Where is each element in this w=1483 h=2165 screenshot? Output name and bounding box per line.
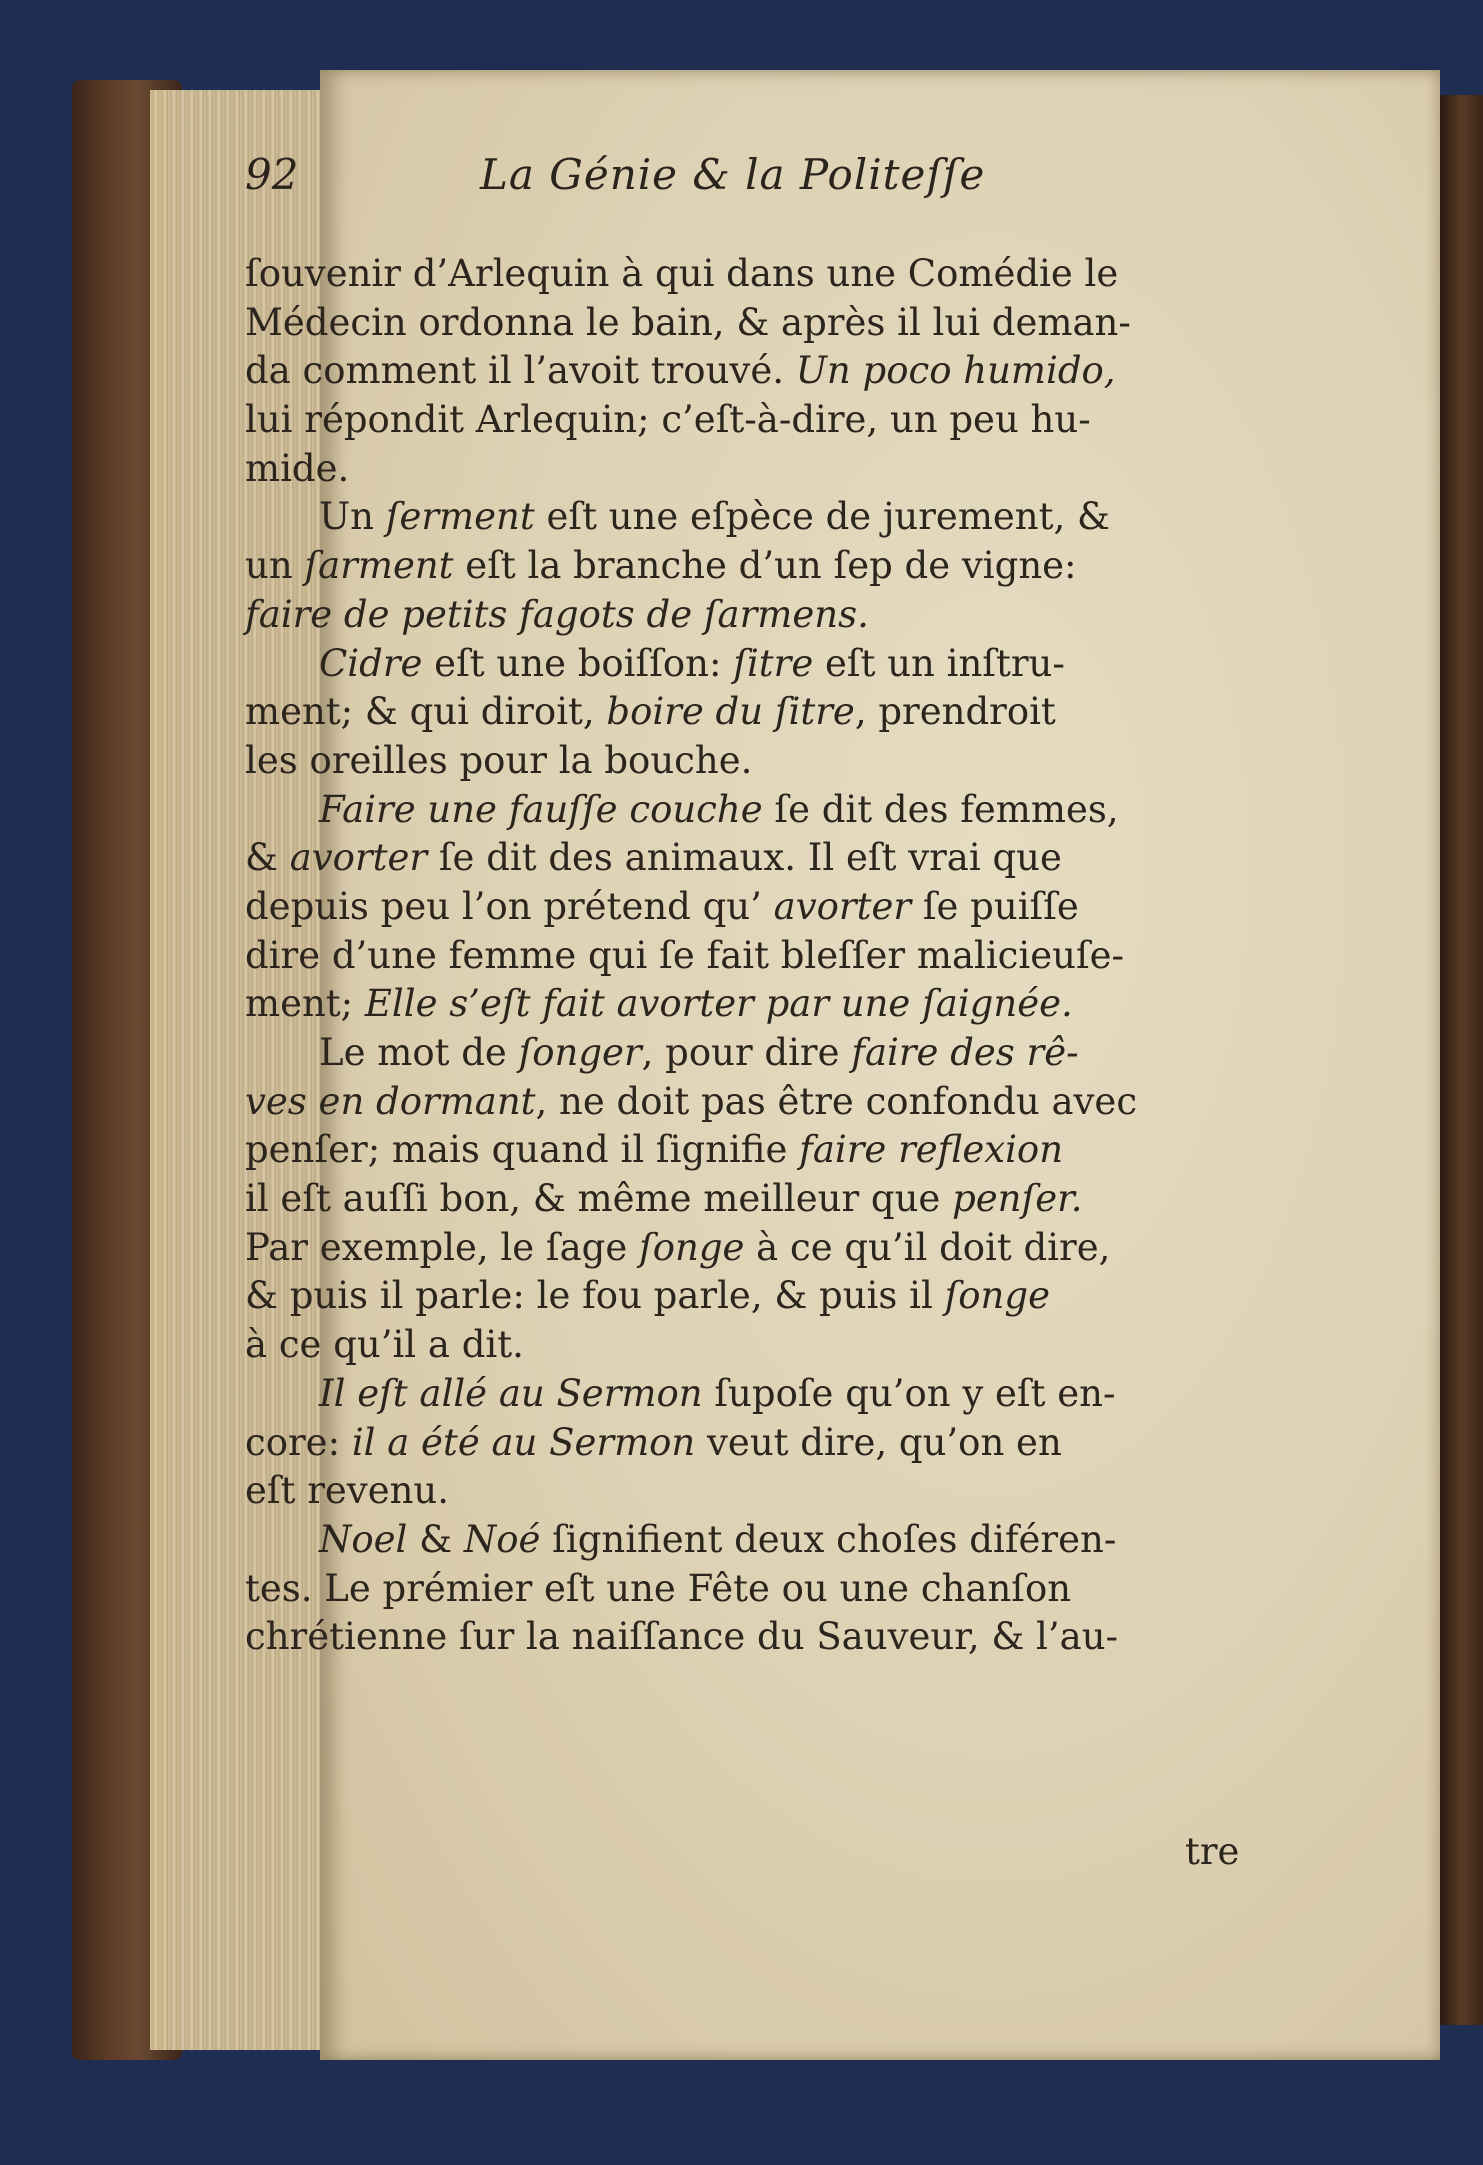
roman-text: & [245, 836, 290, 880]
text-line [245, 1126, 1245, 1175]
text-line [245, 640, 1245, 689]
text-line [245, 1272, 1245, 1321]
book-cover-right [1440, 95, 1483, 2025]
text-line [245, 493, 1245, 542]
italic-text: penſer. [952, 1177, 1083, 1221]
roman-text: , ne doit pas être confondu avec [535, 1079, 1138, 1123]
roman-text: core: [245, 1420, 352, 1464]
italic-text: ſonger [518, 1031, 642, 1074]
text-line [245, 445, 1245, 494]
roman-text: , prendroit [854, 690, 1056, 734]
text-line [245, 1419, 1245, 1468]
page-number: 92 [245, 150, 299, 199]
text-line [245, 980, 1245, 1029]
text-line [245, 347, 1245, 396]
text-line [245, 396, 1245, 445]
text-line [245, 1565, 1245, 1614]
roman-text: ment; [245, 982, 365, 1026]
italic-text: ſitre [733, 641, 814, 685]
italic-text: ſarment [304, 544, 454, 588]
text-line [245, 1029, 1245, 1078]
text-line [245, 786, 1245, 835]
italic-text: ves en dormant [245, 1079, 536, 1123]
roman-text: il eſt auſſi bon, & même meilleur que [245, 1177, 953, 1221]
italic-text: ſerment [385, 495, 535, 539]
text-line [245, 932, 1245, 981]
italic-text: ſonge [944, 1274, 1050, 1318]
text-line [245, 299, 1245, 348]
roman-text: ſe dit des animaux. Il eſt vrai que [427, 836, 1062, 880]
text-line [245, 688, 1245, 737]
roman-text: penſer; mais quand il ſignifie [245, 1128, 800, 1172]
roman-text: & [407, 1517, 464, 1561]
roman-text: les oreilles pour la bouche. [245, 738, 753, 782]
catchword: tre [1185, 1830, 1240, 1873]
roman-text: ſupoſe qu’on y eſt en- [702, 1371, 1116, 1415]
text-line [245, 737, 1245, 786]
roman-text: eſt une boiſſon: [422, 641, 734, 685]
text-line [245, 591, 1245, 640]
text-line [245, 883, 1245, 932]
text-line [245, 834, 1245, 883]
roman-text: eſt la branche d’un ſep de vigne: [453, 544, 1077, 588]
roman-text: Médecin ordonna le bain, & après il lui deman- [245, 300, 1131, 344]
italic-text: Noé [463, 1517, 541, 1561]
text-line [245, 1370, 1245, 1419]
roman-text: tes. Le prémier eſt une Fête ou une chanſon [245, 1566, 1072, 1610]
roman-text: ſignifient deux choſes diféren- [540, 1517, 1117, 1561]
italic-text: faire de petits fagots de ſarmens. [245, 592, 869, 636]
text-line [245, 1224, 1245, 1273]
roman-text: à ce qu’il doit dire, [744, 1225, 1111, 1269]
text-line [245, 1467, 1245, 1516]
roman-text: ment; & qui diroit, [245, 690, 607, 734]
italic-text: Faire une fauſſe couche [245, 787, 763, 831]
italic-text: faire des rê- [851, 1031, 1079, 1074]
roman-text: eſt une eſpèce de jurement, & [534, 495, 1110, 539]
text-line [245, 1516, 1245, 1565]
roman-text: eſt un inſtru- [813, 641, 1065, 685]
roman-text: Un [245, 495, 386, 539]
text-line [245, 1078, 1245, 1127]
italic-text: Noel [245, 1517, 408, 1561]
body-text [245, 250, 1245, 1662]
roman-text: dire d’une femme qui ſe fait bleſſer malicieuſe- [245, 933, 1125, 977]
text-line [245, 542, 1245, 591]
text-line [245, 1613, 1245, 1662]
roman-text: ſe dit des femmes, [762, 787, 1119, 831]
italic-text: Un poco humido, [795, 349, 1116, 393]
roman-text: mide. [245, 446, 350, 490]
italic-text: faire reflexion [799, 1128, 1064, 1172]
italic-text: avorter [773, 884, 912, 928]
text-line [245, 1175, 1245, 1224]
italic-text: ſonge [639, 1225, 745, 1269]
roman-text: chrétienne ſur la naiſſance du Sauveur, & l’au- [245, 1615, 1119, 1659]
text-line [245, 1321, 1245, 1370]
italic-text: boire du ſitre [606, 690, 855, 734]
text-line [245, 250, 1245, 299]
italic-text: il a été au Sermon [351, 1420, 696, 1464]
roman-text: à ce qu’il a dit. [245, 1323, 524, 1367]
roman-text: ſouvenir d’Arlequin à qui dans une Comédie le [245, 252, 1119, 295]
roman-text: un [245, 544, 305, 588]
roman-text: Le mot de [245, 1031, 519, 1074]
roman-text: lui répondit Arlequin; c’eſt-à-dire, un peu hu- [245, 398, 1091, 442]
roman-text: & puis il parle: le fou parle, & puis il [245, 1274, 945, 1318]
italic-text: Elle s’eſt fait avorter par une ſaignée. [364, 982, 1073, 1026]
roman-text: veut dire, qu’on en [695, 1420, 1062, 1464]
roman-text: eſt revenu. [245, 1469, 450, 1513]
running-head [245, 150, 1225, 230]
italic-text: Il eſt allé au Sermon [245, 1371, 703, 1415]
roman-text: ſe puiſſe [911, 884, 1079, 928]
roman-text: da comment il l’avoit trouvé. [245, 349, 796, 393]
roman-text: , pour dire [641, 1031, 852, 1074]
italic-text: avorter [289, 836, 428, 880]
roman-text: Par exemple, le ſage [245, 1225, 640, 1269]
running-title: La Génie & la Politeſſe [480, 150, 986, 199]
italic-text: Cidre [245, 641, 423, 685]
roman-text: depuis peu l’on prétend qu’ [245, 884, 774, 928]
